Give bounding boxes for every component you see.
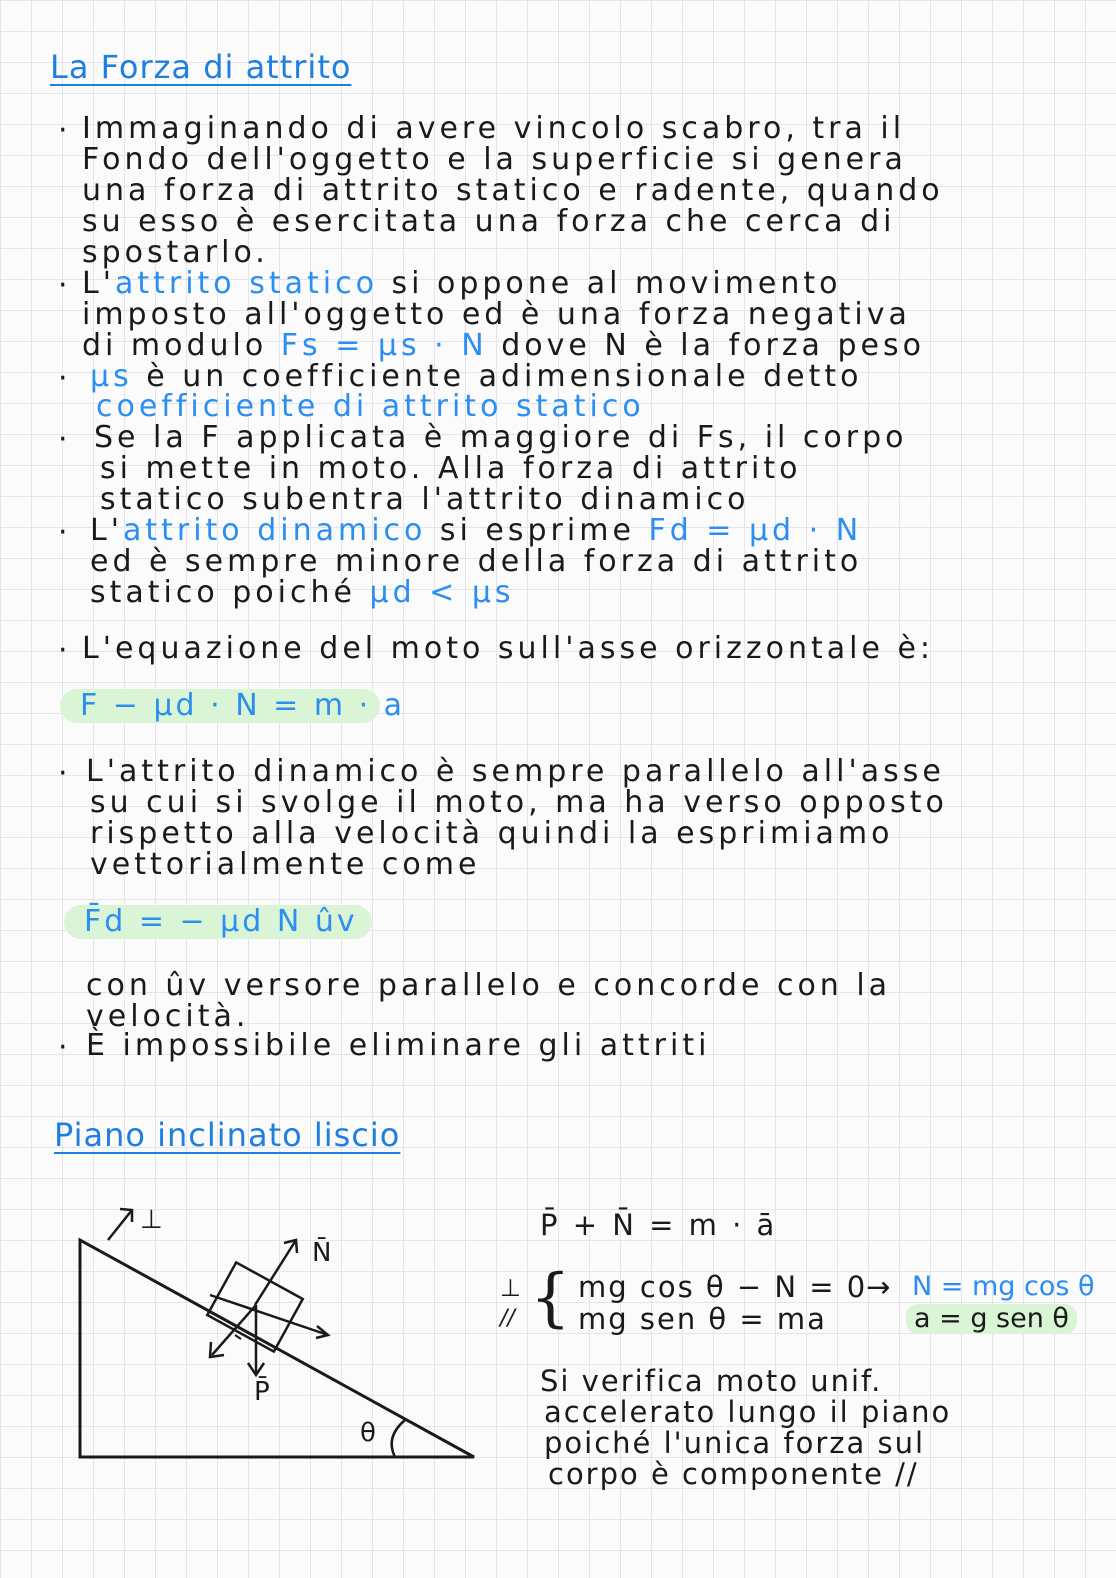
equation-fd-vector-highlight: F̄d = − μd N ûv [64, 905, 372, 939]
text-line [90, 515, 862, 546]
theta-label: θ [360, 1418, 376, 1448]
text-line: una forza di attrito statico e radente, quando [82, 173, 944, 208]
system-arrow: → [866, 1270, 893, 1304]
bullet-dot: · [58, 268, 68, 303]
text-line: ed è sempre minore della forza di attrito [90, 544, 863, 579]
bullet-dot: · [58, 756, 68, 791]
text-line: su esso è esercitata una forza che cerca di [82, 204, 896, 239]
text-line: statico subentra l'attrito dinamico [100, 482, 750, 517]
text-fragment: L' [90, 513, 123, 548]
bullet-dot: · [58, 422, 68, 457]
angle-arc [392, 1420, 405, 1457]
bullet-dot: · [58, 361, 68, 396]
text-line: su cui si svolge il moto, ma ha verso opposto [90, 785, 948, 820]
system-row-1: mg cos θ − N = 0 [578, 1270, 868, 1304]
text-fragment: statico poiché [90, 575, 370, 610]
sys-par-label: // [500, 1306, 515, 1331]
text-line [82, 268, 842, 299]
formula-fs: Fs = μs · N [280, 328, 488, 363]
term-coefficiente-attrito-statico: coefficiente di attrito statico [96, 389, 645, 424]
text-fragment: L' [82, 266, 115, 301]
text-line [90, 361, 863, 392]
text-line [82, 330, 925, 361]
text-line: rispetto alla velocità quindi la esprimiamo [90, 816, 894, 851]
bullet-dot: · [58, 113, 68, 148]
bullet-dot: · [58, 515, 68, 550]
text-fragment: è un coefficiente adimensionale detto [132, 359, 863, 394]
term-attrito-statico: attrito statico [114, 266, 378, 301]
text-line [90, 577, 515, 608]
text-fragment: dove N è la forza peso [487, 328, 925, 363]
text-fragment: si oppone al movimento [377, 266, 842, 301]
symbol-mu-s: μs [90, 359, 133, 394]
formula-fd: Fd = μd · N [648, 513, 863, 548]
term-attrito-dinamico: attrito dinamico [122, 513, 427, 548]
inclined-plane-diagram [60, 1195, 500, 1485]
conclusion-line: corpo è componente // [548, 1457, 919, 1491]
text-line: L'equazione del moto sull'asse orizzontale è: [82, 631, 935, 666]
component-vector-line [212, 1305, 256, 1355]
text-line: imposto all'oggetto ed è una forza negativa [82, 297, 911, 332]
text-line: con ûv versore parallelo e concorde con la [86, 968, 892, 1003]
inequality-mu: μd < μs [369, 575, 515, 610]
perp-arrow-line [108, 1210, 132, 1240]
result-normal: N = mg cos θ [912, 1271, 1095, 1302]
text-line: vettorialmente come [90, 847, 481, 882]
vector-equation: P̄ + N̄ = m · ā [540, 1208, 778, 1242]
text-line: Se la F applicata è maggiore di Fs, il corpo [94, 420, 908, 455]
system-row-2: mg sen θ = ma [578, 1302, 827, 1336]
slope-axis-line [210, 1295, 328, 1335]
sys-perp-label: ⊥ [500, 1274, 521, 1302]
p-vector-label: P̄ [254, 1377, 270, 1407]
result-acceleration-highlight: a = g sen θ [906, 1304, 1077, 1334]
text-line: Fondo dell'oggetto e la superficie si genera [82, 142, 907, 177]
angle-mark [235, 1335, 241, 1339]
text-line: velocità. [86, 999, 250, 1034]
system-brace: { [530, 1261, 571, 1335]
bullet-dot: · [58, 633, 68, 668]
n-vector-label: N̄ [312, 1238, 332, 1268]
section-title-piano-inclinato: Piano inclinato liscio [54, 1116, 401, 1154]
text-line: spostarlo. [82, 235, 269, 270]
conclusion-line: poiché l'unica forza sul [544, 1426, 926, 1460]
inclined-plane-triangle [80, 1240, 474, 1457]
text-line: L'attrito dinamico è sempre parallelo all'asse [86, 754, 945, 789]
text-line: Immaginando di avere vincolo scabro, tra il [82, 111, 906, 146]
text-fragment: di modulo [82, 328, 281, 363]
bullet-dot: · [58, 1030, 68, 1065]
conclusion-line: accelerato lungo il piano [544, 1395, 952, 1429]
perp-label: ⊥ [140, 1205, 163, 1235]
conclusion-line: Si verifica moto unif. [540, 1364, 883, 1398]
normal-vector-line [255, 1240, 296, 1305]
text-line: È impossibile eliminare gli attriti [86, 1028, 711, 1063]
text-fragment: si esprime [426, 513, 649, 548]
equation-motion-highlight: F − μd · N = m · a [60, 689, 380, 723]
section-title-attrito: La Forza di attrito [50, 48, 352, 86]
text-line: si mette in moto. Alla forza di attrito [100, 451, 802, 486]
